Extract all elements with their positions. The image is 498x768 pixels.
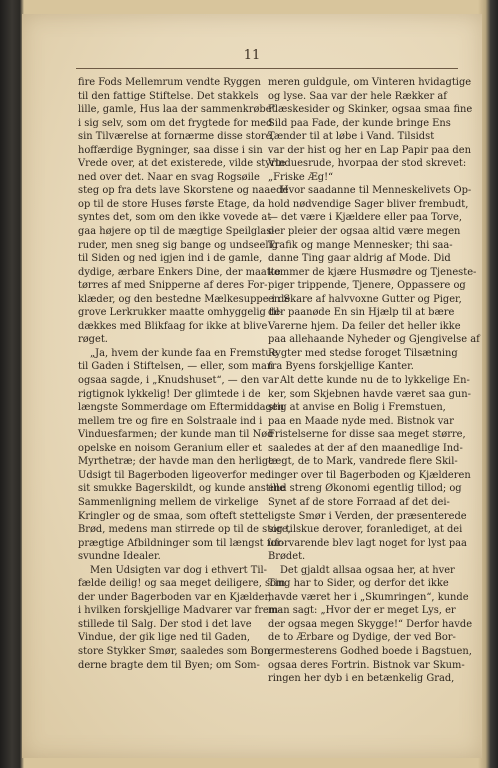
text-line: Synet af de store Forraad af det dei- (268, 496, 450, 508)
text-line: de to Ærbare og Dydige, der ved Bor- (268, 632, 456, 644)
text-line: Vinduesrude, hvorpaa der stod skrevet: (268, 158, 467, 170)
text-line: sin Tilværelse at fornærme disse store, (78, 131, 275, 143)
text-line: derne bragte dem til Byen; om Som- (78, 659, 260, 671)
text-line: hoffærdige Bygninger, saa disse i sin (78, 144, 263, 156)
text-line: og lyse. Saa var der hele Rækker af (268, 90, 447, 102)
text-line: der ogsaa megen Skygge!“ Derfor havde (268, 618, 473, 630)
text-line: der pleier der ogsaa altid være megen (268, 226, 461, 238)
text-line: linger over til Bagerboden og Kjælderen (268, 469, 471, 481)
text-line: Sild paa Fade, der kunde bringe Ens (268, 117, 451, 129)
text-line: end streng Økonomi egentlig tillod; og (268, 483, 462, 495)
text-line: Det gjaldt allsaa ogsaa her, at hver (280, 564, 455, 576)
text-line: til den fattige Stiftelse. Det stakkels (78, 90, 259, 102)
text-line: stillede til Salg. Der stod i det lave (78, 618, 252, 630)
text-line: paa allehaande Nyheder og Gjengivelse af (268, 334, 480, 346)
text-line: „Friske Æg!“ (268, 171, 334, 183)
text-line: til Gaden i Stiftelsen, — eller, som man (78, 361, 274, 373)
text-line: Vrede over, at det existerede, vilde styrte (78, 158, 286, 170)
text-line: Kringler og de smaa, som ofteft stette (78, 510, 269, 522)
text-line: dækkes med Blikfaag for ikke at blive (78, 320, 268, 332)
text-line: kommer de kjære Husmødre og Tjeneste- (268, 266, 477, 278)
text-line: klæder, og den bestedne Mælkesuppe i de (78, 293, 291, 305)
text-line: Vinduesfarmen; der kunde man til Nød (78, 429, 274, 441)
text-line: meren guldgule, om Vinteren hvidagtige (268, 77, 472, 88)
text-line: Ting har to Sider, og derfor det ikke (268, 578, 449, 590)
text-line: mellem tre og fire en Solstraale ind i (78, 415, 263, 427)
header-rule (76, 68, 458, 69)
text-line: en Skare af halvvoxne Gutter og Piger, (268, 293, 462, 305)
text-line: fire Fods Mellemrum vendte Ryggen (78, 77, 261, 88)
text-line: Varerne hjem. Da feiler det heller ikke (268, 320, 461, 332)
text-line: ringen her dyb i en betænkelig Grad, (268, 673, 455, 685)
text-line: piger trippende, Tjenere, Oppassere og (268, 280, 466, 292)
text-line: Alt dette kunde nu de to lykkelige En- (280, 375, 470, 387)
text-line: Brødet. (268, 551, 306, 563)
text-line: Men Udsigten var dog i ethvert Til- (90, 564, 267, 576)
text-line: „Ja, hvem der kunde faa en Fremstue (90, 347, 278, 359)
text-line: Sammenligning mellem de virkelige (78, 496, 259, 508)
text-line: der paanøde En sin Hjælp til at bære (268, 307, 455, 319)
text-line: stig at anvise en Bolig i Fremstuen, (268, 402, 446, 414)
text-line: dydige, ærbare Enkers Dine, der maatte (78, 266, 281, 278)
text-line: uforvarende blev lagt noget for lyst paa (268, 537, 467, 549)
text-line: svundne Idealer. (78, 551, 161, 563)
text-line: steg op fra dets lave Skorstene og naaede (78, 185, 289, 197)
text-line: prægtige Afbildninger som til længst for- (78, 537, 285, 549)
text-line: ned over det. Naar en svag Rogsøile (78, 171, 260, 183)
text-line: sit smukke Bagerskildt, og kunde anstille (78, 483, 286, 495)
text-line: sig tilskue derover, foranlediget, at dei (268, 524, 463, 536)
text-line: man sagt: „Hvor der er meget Lys, er (268, 605, 456, 617)
text-line: hold nødvendige Sager bliver frembudt, (268, 198, 469, 210)
text-line: syntes det, som om den ikke vovede at (78, 212, 272, 224)
text-line: germesterens Godhed boede i Bagstuen, (268, 645, 472, 657)
text-line: Trafik og mange Mennesker; thi saa- (268, 239, 453, 251)
text-line: ogsaa sagde, i „Knudshuset“, — den var (78, 375, 279, 387)
text-line: ogsaa deres Fortrin. Bistnok var Skum- (268, 659, 465, 671)
text-line: Fristelserne for disse saa meget større, (268, 429, 466, 441)
text-line: lille, gamle, Hus laa der sammenkrøbet (78, 104, 276, 116)
text-line: Myrthetræ; der havde man den herlige (78, 456, 274, 468)
page-number: 11 (243, 48, 261, 63)
text-line: danne Ting gaar aldrig af Mode. Did (268, 253, 451, 265)
text-line: Udsigt til Bagerboden ligeoverfor med (78, 469, 272, 481)
text-line: grove Lerkrukker maatte omhyggelig til- (78, 307, 283, 319)
text-line: — det være i Kjældere eller paa Torve, (268, 212, 463, 224)
text-line: Rygter med stedse foroget Tilsætning (268, 347, 458, 359)
text-line: store Stykker Smør, saaledes som Bon- (78, 645, 274, 657)
text-line: ligste Smør i Verden, der præsenterede (268, 510, 467, 522)
text-line: Flæskesider og Skinker, ogsaa smaa fine (268, 104, 473, 116)
text-line: til Siden og ned igjen ind i de gamle, (78, 253, 263, 265)
text-line: længste Sommerdage om Eftermiddagen (78, 402, 285, 414)
text-line: gaa højere op til de mægtige Speilglas- (78, 226, 275, 238)
text-line: Vindue, der gik lige ned til Gaden, (78, 632, 251, 644)
text-line: ruder, men sneg sig bange og undseelig (78, 239, 278, 251)
text-line: saaledes at der af den maanedlige Ind- (268, 442, 463, 454)
text-line: paa en Maade nyde med. Bistnok var (268, 415, 454, 427)
text-line: i sig selv, som om det frygtede for med (78, 117, 273, 129)
text-line: op til de store Huses første Etage, da (78, 198, 265, 210)
book-page (22, 14, 482, 758)
text-line: tørres af med Snipperne af deres For- (78, 280, 268, 292)
text-line: var der hist og her en Lap Papir paa den (268, 144, 471, 156)
text-line: fælde deilig! og saa meget deiligere, som (78, 578, 286, 590)
text-line: rigtignok lykkelig! Der glimtede i de (78, 388, 261, 400)
text-line: Tænder til at løbe i Vand. Tilsidst (268, 131, 435, 143)
text-line: Hvor saadanne til Menneskelivets Op- (280, 185, 472, 197)
text-line: røget. (78, 334, 108, 346)
text-line: tægt, de to Mark, vandrede flere Skil- (268, 456, 458, 468)
text-line: Brød, medens man stirrede op til de store, (78, 524, 291, 536)
right-text-column (268, 76, 480, 686)
text-line: ker, som Skjebnen havde været saa gun- (268, 388, 471, 400)
text-line: der under Bagerboden var en Kjælder, (78, 591, 272, 603)
text-line: i hvilken forskjellige Madvarer var frem- (78, 605, 282, 617)
text-line: opelske en noisom Geranium eller et (78, 442, 263, 454)
text-line: fra Byens forskjellige Kanter. (268, 361, 414, 373)
text-line: havde været her i „Skumringen“, kunde (268, 591, 469, 603)
